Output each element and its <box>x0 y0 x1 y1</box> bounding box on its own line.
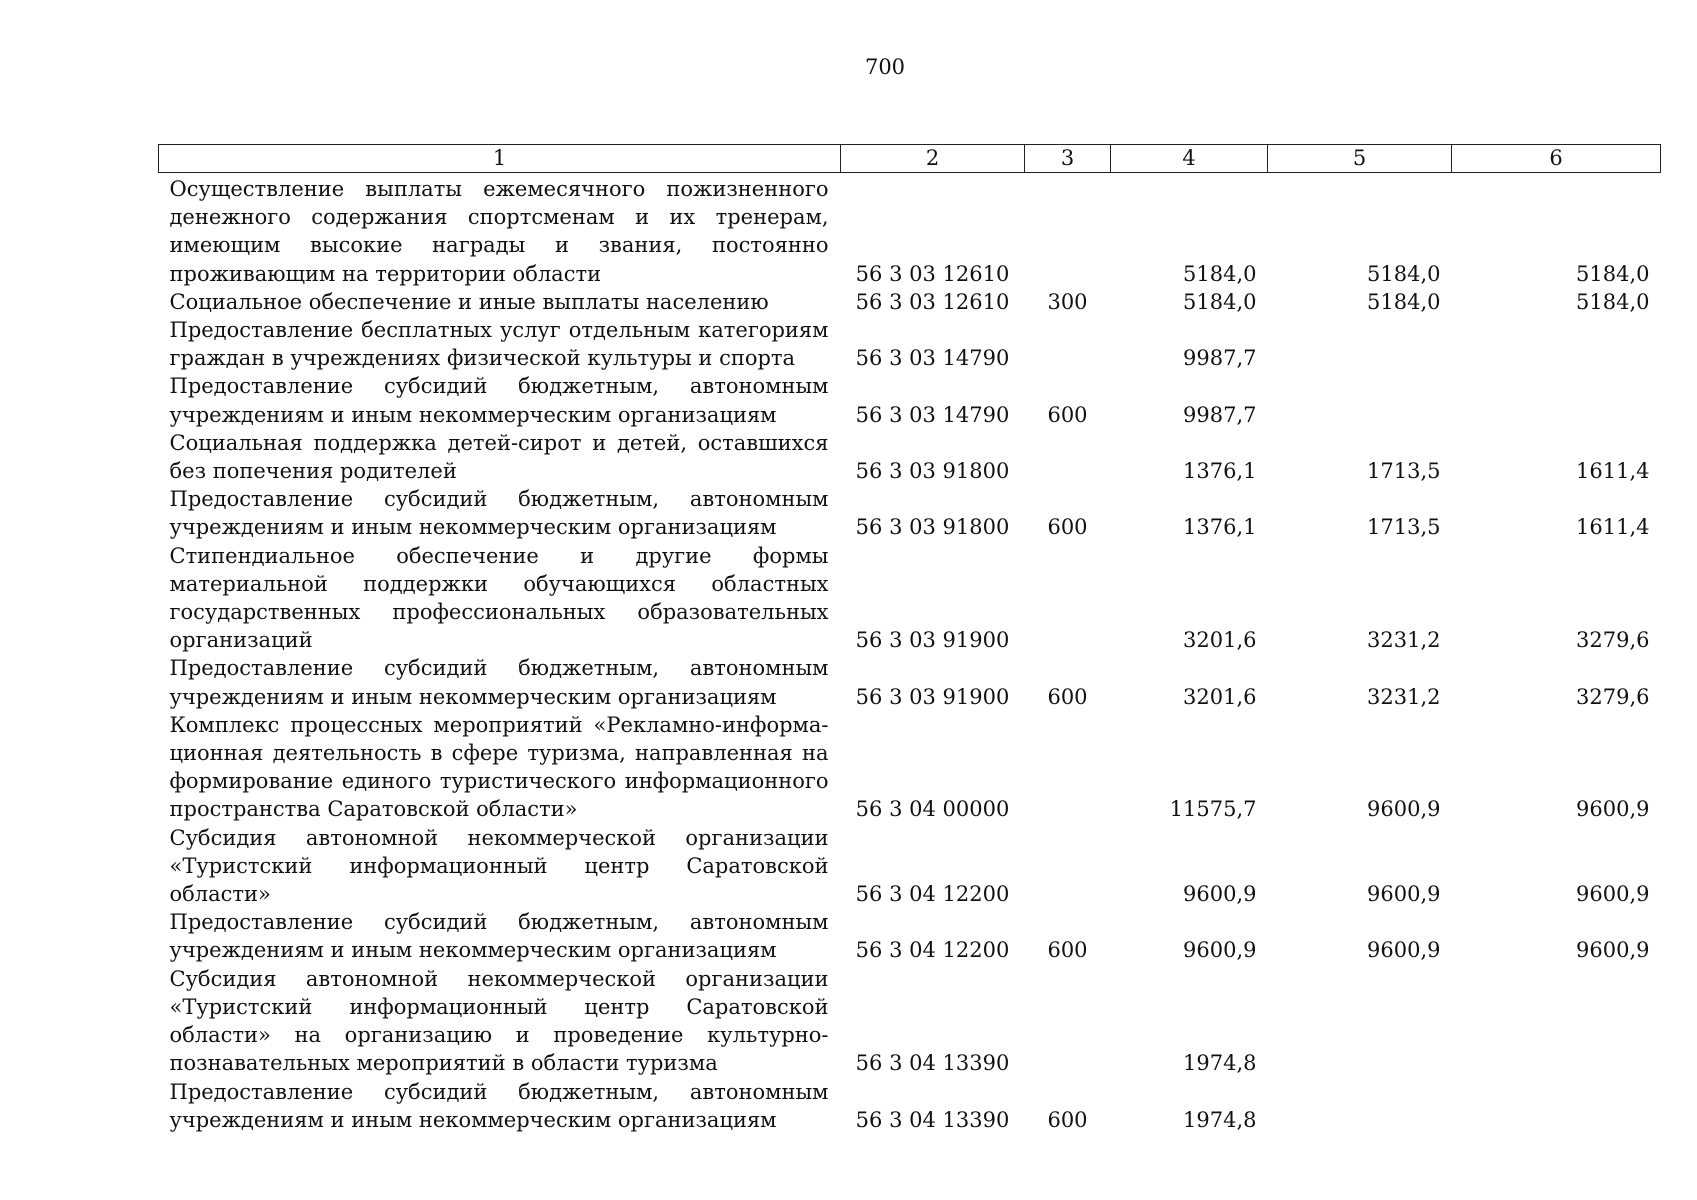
value-col5-cell <box>1268 316 1452 372</box>
table-row <box>159 824 1661 909</box>
column-header: 5 <box>1268 145 1452 173</box>
target-code-cell: 56 3 03 91900 <box>855 684 1010 709</box>
target-code-cell: 56 3 03 91900 <box>855 628 1010 653</box>
value-col5-cell: 1713,5 <box>1367 459 1441 484</box>
value-col6-cell <box>1452 372 1661 428</box>
value-col4-cell: 1376,1 <box>1183 459 1257 484</box>
expense-kind-cell: 600 <box>1047 402 1088 427</box>
column-header: 6 <box>1452 145 1661 173</box>
value-col6-cell: 9600,9 <box>1576 938 1650 963</box>
target-code-cell: 56 3 03 91800 <box>855 515 1010 540</box>
target-code-cell: 56 3 03 12610 <box>855 261 1010 286</box>
value-col4-cell: 1376,1 <box>1183 515 1257 540</box>
value-col5-cell: 1713,5 <box>1367 515 1441 540</box>
target-code-cell: 56 3 03 91800 <box>855 459 1010 484</box>
value-col6-cell <box>1452 1078 1661 1134</box>
row-name-cell: Предоставление субсидий бюджетным, автономным учреждениям и иным некоммерческим организациям <box>169 1079 829 1132</box>
value-col6-cell: 9600,9 <box>1576 797 1650 822</box>
value-col4-cell: 9600,9 <box>1183 938 1257 963</box>
expense-kind-cell <box>1025 711 1111 824</box>
value-col5-cell: 5184,0 <box>1367 261 1441 286</box>
target-code-cell: 56 3 03 14790 <box>855 346 1010 371</box>
value-col4-cell: 11575,7 <box>1169 797 1257 822</box>
row-name-cell: Предоставление субсидий бюджетным, автономным учреждениям и иным некоммерческим организациям <box>169 374 829 427</box>
expense-kind-cell <box>1025 316 1111 372</box>
table-row <box>159 485 1661 541</box>
value-col4-cell: 3201,6 <box>1183 684 1257 709</box>
table-row <box>159 288 1661 316</box>
table-row <box>159 1078 1661 1134</box>
table-row <box>159 711 1661 824</box>
target-code-cell: 56 3 04 12200 <box>855 938 1010 963</box>
table-row <box>159 372 1661 428</box>
value-col6-cell: 1611,4 <box>1576 515 1650 540</box>
value-col5-cell: 3231,2 <box>1367 684 1441 709</box>
row-name-cell: Социальная поддержка детей-сирот и детей, оставшихся без попечения родителей <box>169 430 829 484</box>
budget-table <box>158 144 1661 1134</box>
table-body <box>159 173 1661 1134</box>
column-header: 3 <box>1025 145 1111 173</box>
value-col4-cell: 1974,8 <box>1183 1107 1257 1132</box>
value-col5-cell: 9600,9 <box>1367 797 1441 822</box>
value-col5-cell: 9600,9 <box>1367 938 1441 963</box>
expense-kind-cell: 600 <box>1047 515 1088 540</box>
expense-kind-cell <box>1025 542 1111 655</box>
value-col6-cell: 5184,0 <box>1576 289 1650 314</box>
value-col5-cell: 5184,0 <box>1367 289 1441 314</box>
value-col6-cell: 3279,6 <box>1576 684 1650 709</box>
value-col4-cell: 3201,6 <box>1183 628 1257 653</box>
table-row <box>159 173 1661 288</box>
value-col4-cell: 5184,0 <box>1183 289 1257 314</box>
table-row <box>159 654 1661 710</box>
target-code-cell: 56 3 03 14790 <box>855 402 1010 427</box>
target-code-cell: 56 3 03 12610 <box>855 289 1010 314</box>
expense-kind-cell <box>1025 965 1111 1078</box>
value-col4-cell: 5184,0 <box>1183 261 1257 286</box>
table-row <box>159 965 1661 1078</box>
value-col4-cell: 1974,8 <box>1183 1051 1257 1076</box>
expense-kind-cell: 600 <box>1047 938 1088 963</box>
value-col5-cell <box>1268 1078 1452 1134</box>
target-code-cell: 56 3 04 12200 <box>855 882 1010 907</box>
column-header: 2 <box>841 145 1025 173</box>
row-name-cell: Социальное обеспечение и иные выплаты населению <box>169 289 769 314</box>
row-name-cell: Предоставление субсидий бюджетным, автономным учреждениям и иным некоммерческим организациям <box>169 910 829 963</box>
expense-kind-cell: 600 <box>1047 1107 1088 1132</box>
target-code-cell: 56 3 04 13390 <box>855 1107 1010 1132</box>
table-row <box>159 908 1661 964</box>
page-number: 700 <box>864 55 906 79</box>
value-col4-cell: 9600,9 <box>1183 882 1257 907</box>
value-col5-cell: 9600,9 <box>1367 882 1441 907</box>
table-row <box>159 542 1661 655</box>
expense-kind-cell <box>1025 824 1111 909</box>
column-header: 1 <box>159 145 841 173</box>
expense-kind-cell: 300 <box>1047 289 1088 314</box>
table-row <box>159 429 1661 485</box>
row-name-cell: Предоставление субсидий бюджетным, автономным учреждениям и иным некоммерческим организациям <box>169 656 829 709</box>
expense-kind-cell: 600 <box>1047 684 1088 709</box>
table-row <box>159 316 1661 372</box>
row-name-cell: Предоставление бесплатных услуг отдельным категориям граждан в учреждениях физической культуры и спорта <box>169 318 829 371</box>
row-name-cell: Стипендиальное обеспечение и другие формы материальной поддержки обучающихся областных государственных профессиональных образовательных организаций <box>169 543 829 653</box>
value-col6-cell <box>1452 965 1661 1078</box>
row-name-cell: Субсидия автономной некоммерческой организации «Туристский информационный центр Саратовской области» на организацию и проведение культурно-познавательных мероприятий в области туризма <box>169 966 829 1076</box>
row-name-cell: Предоставление субсидий бюджетным, автономным учреждениям и иным некоммерческим организациям <box>169 487 829 540</box>
table-header <box>159 145 1661 173</box>
value-col5-cell: 3231,2 <box>1367 628 1441 653</box>
value-col6-cell: 9600,9 <box>1576 882 1650 907</box>
value-col6-cell <box>1452 316 1661 372</box>
value-col4-cell: 9987,7 <box>1183 402 1257 427</box>
value-col6-cell: 5184,0 <box>1576 261 1650 286</box>
expense-kind-cell <box>1025 173 1111 288</box>
value-col6-cell: 3279,6 <box>1576 628 1650 653</box>
row-name-cell: Субсидия автономной некоммерческой организации «Туристский информационный центр Саратовской области» <box>169 825 829 907</box>
column-header: 4 <box>1111 145 1268 173</box>
value-col4-cell: 9987,7 <box>1183 346 1257 371</box>
target-code-cell: 56 3 04 00000 <box>855 797 1010 822</box>
row-name-cell: Осуществление выплаты ежемесячного пожизненного денежного содержания спортсменам и их тренерам, имеющим высокие награды и звания, постоянно проживающим на территории области <box>169 177 829 286</box>
row-name-cell: Комплекс процессных мероприятий «Рекламно-информационная деятельность в сфере туризма, направленная на формирование единого туристического информационного пространства Саратовской области» <box>169 712 829 822</box>
value-col5-cell <box>1268 372 1452 428</box>
value-col6-cell: 1611,4 <box>1576 459 1650 484</box>
expense-kind-cell <box>1025 429 1111 485</box>
target-code-cell: 56 3 04 13390 <box>855 1051 1010 1076</box>
value-col5-cell <box>1268 965 1452 1078</box>
header-row <box>159 145 1661 173</box>
